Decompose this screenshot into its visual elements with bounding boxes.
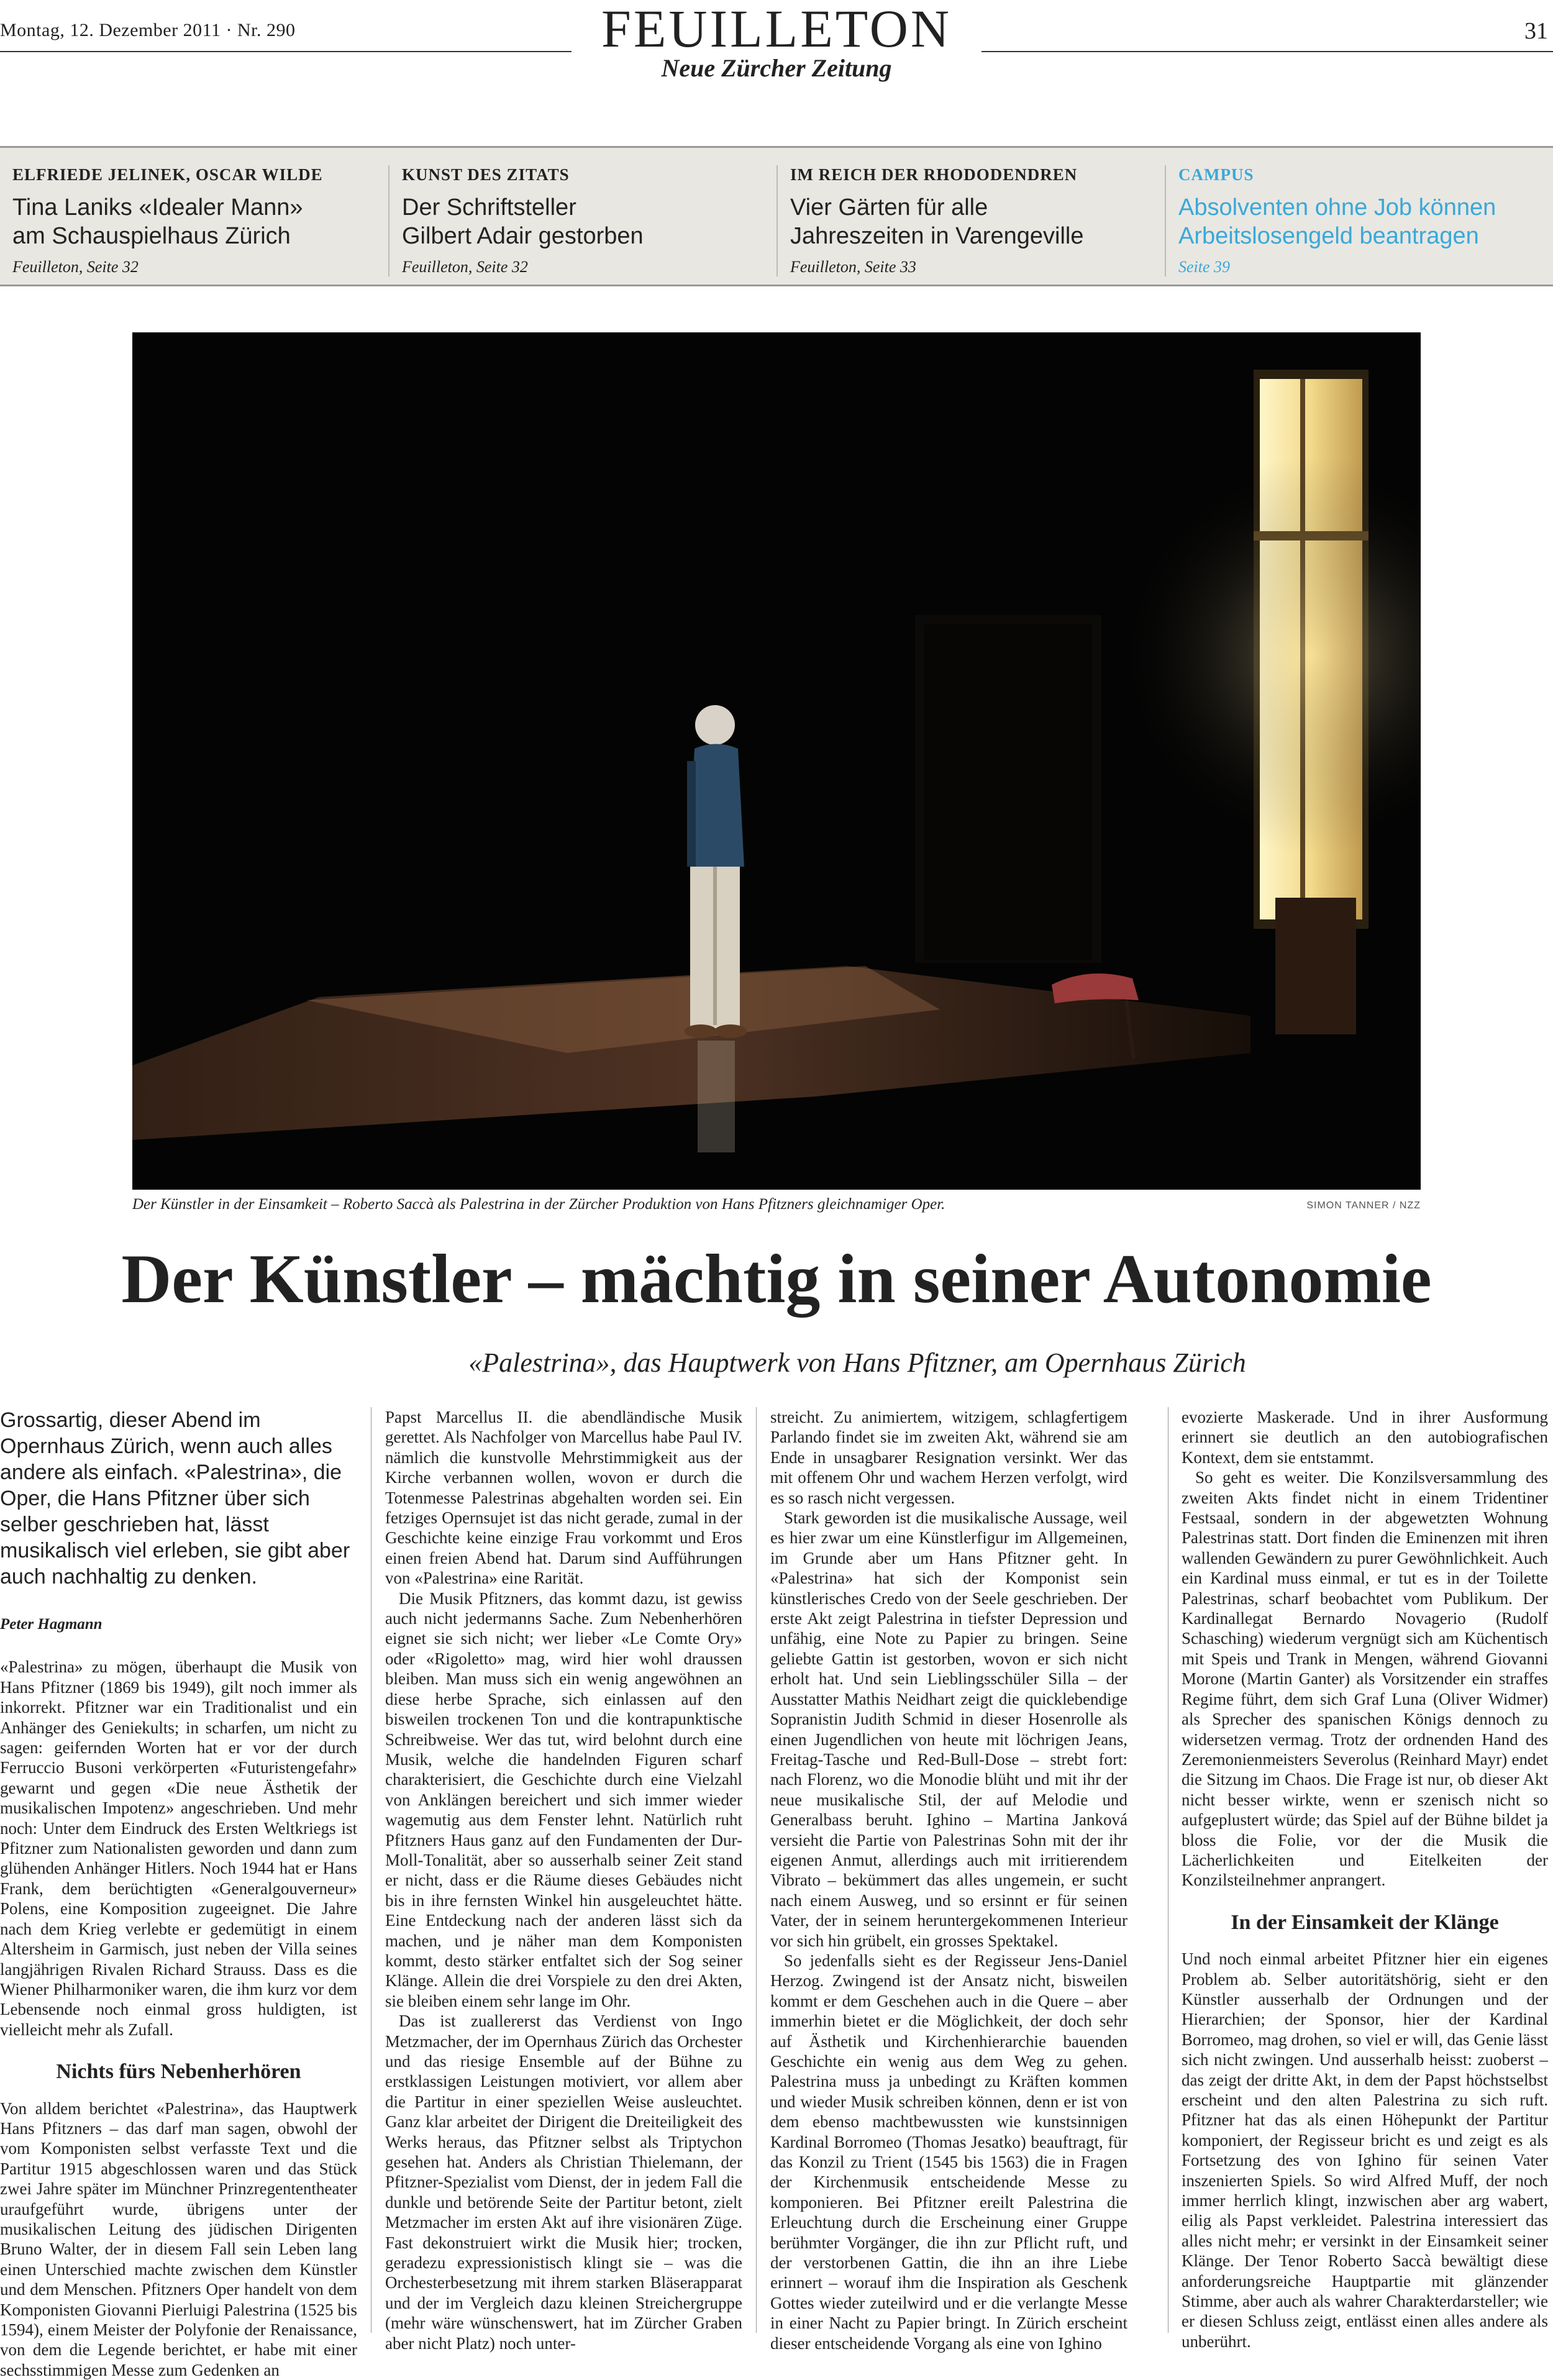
photo-caption: Der Künstler in der Einsamkeit – Roberto Saccà als Palestrina in der Zürcher Produktion von Hans Pfitzners gleichnamiger Oper. xyxy=(132,1196,945,1213)
newspaper-name: Neue Zürcher Zeitung xyxy=(661,54,892,82)
paragraph: evozierte Maskerade. Und in ihrer Ausformung erinnert sie deutlich an den autobiografischen Kontext, dem sie entstammt. xyxy=(1182,1408,1548,1467)
stage-scene-illustration xyxy=(132,332,1421,1190)
paragraph: Das ist zuallererst das Verdienst von Ingo Metzmacher, der im Opernhaus Zürich das Orchester und das riesige Ensemble auf der Bühne zu erstklassigen Leistungen motiviert, vor allem aber die Partitur in einer speziellen Weise ausleuchtet. Ganz klar arbeitet der Dirigent die Dreiteiligkeit des Werks heraus, das Pfitzner selbst als Triptychon gesehen hat. Anders als Christian Thielemann, der Pfitzner-Spezialist vom Dienst, der in jedem Fall die dunkle und betörende Seite der Partitur betont, zielt Metzmacher im ersten Akt auf ihre visionären Züge. Fast dekonstruiert wirkt die Musik hier; trocken, geradezu expressionistisch klingt sie – was die Orchesterbesetzung mit ihrem starken Bläserapparat und der im Vergleich dazu kleinen Streichergruppe (mehr wäre wünschenswert, hat im Zürcher Graben aber nicht Platz) noch unter- xyxy=(385,2012,742,2353)
teaser-item[interactable] xyxy=(0,165,379,276)
teaser-headline[interactable]: Absolventen ohne Job können Arbeitslosengeld beantragen xyxy=(1178,194,1496,249)
paragraph: «Palestrina» zu mögen, überhaupt die Musik von Hans Pfitzner (1869 bis 1949), gilt noch immer als inkorrekt. Pfitzner war ein Traditionalist und ein Anhänger des Geniekults; in scharfen, um nicht zu sagen: geifernden Worten hat er vor der durch Ferruccio Busoni verkörperten «Futuristengefahr» gewarnt und gegen «Die neue Ästhetik der musikalischen Impotenz» angeschrieben. Und mehr noch: Unter dem Eindruck des Ersten Weltkriegs ist Pfitzner zum Nationalisten geworden und dann zum glühenden Anhänger Hitlers. Noch 1944 hat er Hans Frank, dem berüchtigten «Generalgouverneur» Polens, eine Komposition zugeeignet. Die Jahre nach dem Krieg verlebte er gedemütigt in einem Altersheim in Garmisch, just neben der Villa seines langjährigen Rivalen Richard Strauss. Dass es die Wiener Philharmoniker waren, die ihm kurz vor dem Lebensende noch einmal gross huldigten, ist vielleicht mehr als Zufall. xyxy=(0,1657,357,2039)
paragraph: So jedenfalls sieht es der Regisseur Jens-Daniel Herzog. Zwingend ist der Ansatz nicht, bisweilen kommt er dem Geschehen auch in die Quere – aber immerhin bietet er die Möglichkeit, der doch sehr auf Ästhetik und Kirchenhierarchie bauenden Geschichte ein wenig aus dem Weg zu gehen. Palestrina muss ja unbedingt zu Kräften kommen und wieder Musik schreiben können, denn er ist von dem ebenso machtbewussten wie kunstsinnigen Kardinal Borromeo (Thomas Jesatko) beauftragt, für das Konzil zu Trient (1545 bis 1563) die in Fragen der Kirchenmusik entscheidende Messe zu komponieren. Bei Pfitzner ereilt Palestrina die Erleuchtung durch die Erscheinung einer Gruppe berühmter Vorgänger, die ihn zur Pflicht ruft, und der verstorbenen Gattin, die ihn an ihre Liebe erinnert – worauf ihm die Inspiration als Geschenk Gottes wieder zuteilwird und er die verlangte Messe in einer Nacht zu Papier bringt. In Zürich erscheint dieser entscheidende Vorgang als eine von Ighino xyxy=(770,1951,1127,2353)
photo-credit: SIMON TANNER / NZZ xyxy=(1306,1200,1421,1211)
teaser-kicker: ELFRIEDE JELINEK, OSCAR WILDE xyxy=(12,165,323,184)
article-column-1 xyxy=(0,1407,357,2380)
article-deck: «Palestrina», das Hauptwerk von Hans Pfitzner, am Opernhaus Zürich xyxy=(468,1347,1246,1378)
teaser-page-ref: Feuilleton, Seite 33 xyxy=(790,258,916,276)
teaser-page-ref: Feuilleton, Seite 32 xyxy=(12,258,139,276)
paragraph: Stark geworden ist die musikalische Aussage, weil es hier zwar um eine Künstlerfigur im Allgemeinen, im Grunde aber um Hans Pfitzner geht. In «Palestrina» hat sich der Komponist sein künstlerisches Credo von der Seele geschrieben. Der erste Akt zeigt Palestrina in tiefster Depression und unfähig, eine Note zu Papier zu bringen. Seine geliebte Gattin ist gestorben, wovon er sich nicht erholt hat. Und sein Lieblingsschüler Silla – der Ausstatter Mathis Neidhart zeigt die quicklebendige Sopranistin Judith Schmid in dieser Hosenrolle als einen Jugendlichen von heute mit löchrigen Jeans, Freitag-Tasche und Red-Bull-Dose – strebt fort: nach Florenz, wo die Monodie blüht und mit ihr der neue musikalische Stil, der auf Melodie und Generalbass beruht. Ighino – Martina Janková versieht die Partie von Palestrinas Sohn mit der ihr eigenen Anmut, allerdings auch mit irritierendem Vibrato – bekümmert das alles ungemein, er sucht nach einem Ausweg, und so ersinnt er für seinen Vater, der in seinem heruntergekommenen Interieur vor sich hin grübelt, ein grosses Spektakel. xyxy=(770,1508,1127,1950)
paragraph: Von alldem berichtet «Palestrina», das Hauptwerk Hans Pfitzners – das darf man sagen, obwohl der vom Komponisten selbst verfasste Text und die Partitur 1915 abgeschlossen waren und das Stück zwei Jahre später im Münchner Prinzregententheater uraufgeführt wurde, übrigens unter der musikalischen Leitung des jüdischen Dirigenten Bruno Walter, der in diesem Fall sein Leben lang einen Unterschied machte zwischen dem Künstler und dem Menschen. Pfitzners Oper handelt von dem Komponisten Giovanni Pierluigi Palestrina (1525 bis 1594), einem Meister der Polyfonie der Renaissance, von dem die Legende berichtet, er habe mit einer sechsstimmigen Messe zum Gedenken an xyxy=(0,2099,357,2379)
paragraph: streicht. Zu animiertem, witzigem, schlagfertigem Parlando findet sie im zweiten Akt, während sie am Ende in unsagbarer Resignation versinkt. Wer das mit offenem Ohr und wachem Herzen verfolgt, wird es so rasch nicht vergessen. xyxy=(770,1408,1127,1507)
paragraph: Papst Marcellus II. die abendländische Musik gerettet. Als Nachfolger von Marcellus habe Paul IV. nämlich die kunstvolle Mehrstimmigkeit aus der Kirche verbannen wollen, wovon er durch die Totenmesse Palestrinas abgehalten worden sei. Ein fetziges Opernsujet ist das nicht gerade, zumal in der Geschichte keine einzige Frau vorkommt und Eros einen freien Abend hat. Darum sind Aufführungen von «Palestrina» eine Rarität. xyxy=(385,1408,742,1588)
teaser-item[interactable] xyxy=(1165,165,1545,276)
article-author: Peter Hagmann xyxy=(0,1616,102,1633)
article-headline: Der Künstler – mächtig in seiner Autonomie xyxy=(121,1241,1432,1318)
article-lead: Grossartig, dieser Abend im Opernhaus Zürich, wenn auch alles andere als einfach. «Palestrina», die Oper, die Hans Pfitzner über sich selber geschrieben hat, lässt musikalisch viel erleben, sie gibt aber auch nachhaltig zu denken. xyxy=(0,1408,350,1589)
teaser-page-ref: Seite 39 xyxy=(1178,258,1231,276)
stage-photo xyxy=(132,332,1421,1190)
teaser-kicker: IM REICH DER RHODODENDREN xyxy=(790,165,1078,184)
teaser-item[interactable] xyxy=(388,165,768,276)
subheading: Nichts fürs Nebenherhören xyxy=(56,2060,301,2084)
teaser-headline[interactable]: Tina Laniks «Idealer Mann» am Schauspielhaus Zürich xyxy=(12,194,303,249)
paragraph: Die Musik Pfitzners, das kommt dazu, ist gewiss auch nicht jedermanns Sache. Zum Nebenherhören eignet sie sich nicht; wer lieber «Le Comte Ory» oder «Rigoletto» mag, wird hier wohl draussen bleiben. Man muss sich ein wenig angewöhnen an diese herbe Sprache, sich einlassen auf den bisweilen trockenen Ton und die kontrapunktische Schreibweise. Wer das tut, wird belohnt durch eine Musik, welche die handelnden Figuren scharf charakterisiert, die Geschichte durch eine Vielzahl von Anklängen bereichert und sich immer wieder wagemutig aus dem Fenster lehnt. Natürlich ruht Pfitzners Haus ganz auf den Fundamenten der Dur-Moll-Tonalität, aber so ausserhalb seiner Zeit stand er nicht, dass er die Räume dieses Gebäudes nicht bis in ihre fernsten Winkel hin ausgeleuchtet hätte. Eine Entdeckung nach der anderen lässt sich da machen, und je näher man dem Komponisten kommt, desto stärker entfaltet sich der Sog seiner Klänge. Allein die drei Vorspiele zu den drei Akten, sie bleiben einem sehr lange im Ohr. xyxy=(385,1589,742,2010)
teaser-kicker: CAMPUS xyxy=(1178,165,1254,184)
paragraph: Und noch einmal arbeitet Pfitzner hier ein eigenes Problem ab. Selber autoritätshörig, sieht er den Künstler ausserhalb der Ordnungen und der Hierarchien; der Sponsor, hier der Kardinal Borromeo, mag drohen, so viel er will, das Genie lässt sich nicht zwingen. Und ausserhalb heisst: zuoberst – das zeigt der dritte Akt, in dem der Papst höchstselbst erscheint und den alten Palestrina zu sich ruft. Pfitzner hat das als einen Höhepunkt der Partitur komponiert, der Regisseur bricht es und zeigt es als Fortsetzung des von Ighino für seinen Vater inszenierten Spiels. So wird Alfred Muff, der noch immer herrlich klingt, inzwischen aber arg wabert, eilig als Papst verkleidet. Palestrina interessiert das alles nicht mehr; er versinkt in der Einsamkeit seiner Klänge. Der Tenor Roberto Saccà bewältigt diese anforderungsreiche Hauptpartie mit glänzender Stimme, aber auch als wahrer Charakterdarsteller; wie er diesen Schluss zeigt, entlässt einen alles andere als unberührt. xyxy=(1182,1949,1548,2351)
section-title: FEUILLETON xyxy=(601,0,952,58)
issue-date: Montag, 12. Dezember 2011 · Nr. 290 xyxy=(0,20,296,40)
teaser-headline[interactable]: Der Schriftsteller Gilbert Adair gestorben xyxy=(402,194,644,249)
paragraph: So geht es weiter. Die Konzilsversammlung des zweiten Akts findet nicht in einem Tridentiner Festsaal, sondern in der abgewetzten Wohnung Palestrinas statt. Dort finden die Eminenzen mit ihren wallenden Gewändern zu purer Gewöhnlichkeit. Auch ein Kardinal muss einmal, er tut es in der Toilette Palestrinas, scharf beobachtet vom Publikum. Der Kardinallegat Bernardo Novagerio (Rudolf Schasching) wiederum vergnügt sich am Küchentisch mit Speis und Trank in Mengen, während Giovanni Morone (Martin Ganter) als Vorsitzender ein straffes Regime führt, dem sich Graf Luna (Oliver Widmer) als Sprecher des spanischen Königs dennoch zu widersetzen vermag. Trotz der ordnenden Hand des Zeremonienmeisters Severolus (Reinhard Mayr) endet die Sitzung im Chaos. Die Frage ist nur, ob dieser Akt nicht besser wirkte, wenn er szenisch nicht so aufgeplustert würde; das Spiel auf der Bühne bildet ja bloss die Folie, vor der die Musik die Lächerlichkeiten und Eitelkeiten der Konzilsteilnehmer anprangert. xyxy=(1182,1468,1548,1890)
teaser-band xyxy=(0,146,1553,286)
teaser-page-ref: Feuilleton, Seite 32 xyxy=(402,258,528,276)
article-column-2 xyxy=(385,1407,742,2353)
teaser-headline[interactable]: Vier Gärten für alle Jahreszeiten in Varengeville xyxy=(790,194,1084,249)
article-column-3 xyxy=(770,1407,1127,2353)
article-column-4 xyxy=(1182,1407,1548,2351)
column-divider xyxy=(756,1407,757,2333)
teaser-kicker: KUNST DES ZITATS xyxy=(402,165,570,184)
teaser-item[interactable] xyxy=(776,165,1157,276)
subheading: In der Einsamkeit der Klänge xyxy=(1231,1910,1499,1934)
page-number: 31 xyxy=(1524,18,1548,44)
